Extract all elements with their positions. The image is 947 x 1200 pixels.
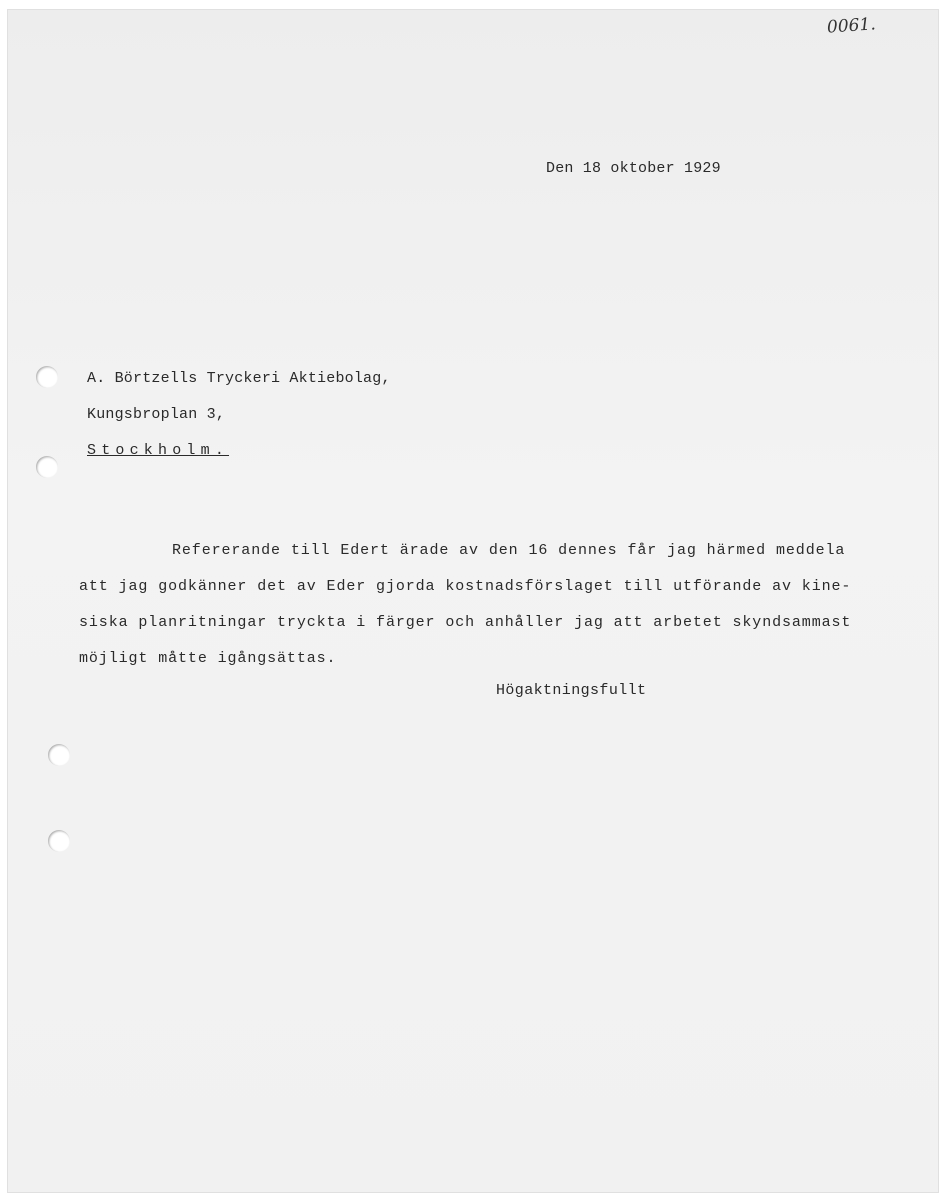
punch-hole: [36, 456, 58, 478]
closing: Högaktningsfullt: [496, 682, 647, 699]
recipient-street: Kungsbroplan 3,: [87, 406, 226, 423]
body-line: möjligt måtte igångsättas.: [79, 650, 337, 667]
punch-hole: [48, 744, 70, 766]
recipient-city: Stockholm.: [87, 442, 230, 459]
letter-page: [8, 10, 938, 1192]
body-line: siska planritningar tryckta i färger och anhåller jag att arbetet skyndsammast: [79, 614, 852, 631]
body-line: Refererande till Edert ärade av den 16 dennes får jag härmed meddela: [172, 542, 846, 559]
punch-hole: [36, 366, 58, 388]
archive-number: 0061.: [826, 14, 877, 38]
letter-date: Den 18 oktober 1929: [546, 160, 721, 177]
recipient-name: A. Börtzells Tryckeri Aktiebolag,: [87, 370, 391, 387]
punch-hole: [48, 830, 70, 852]
body-line: att jag godkänner det av Eder gjorda kostnadsförslaget till utförande av kine-: [79, 578, 852, 595]
